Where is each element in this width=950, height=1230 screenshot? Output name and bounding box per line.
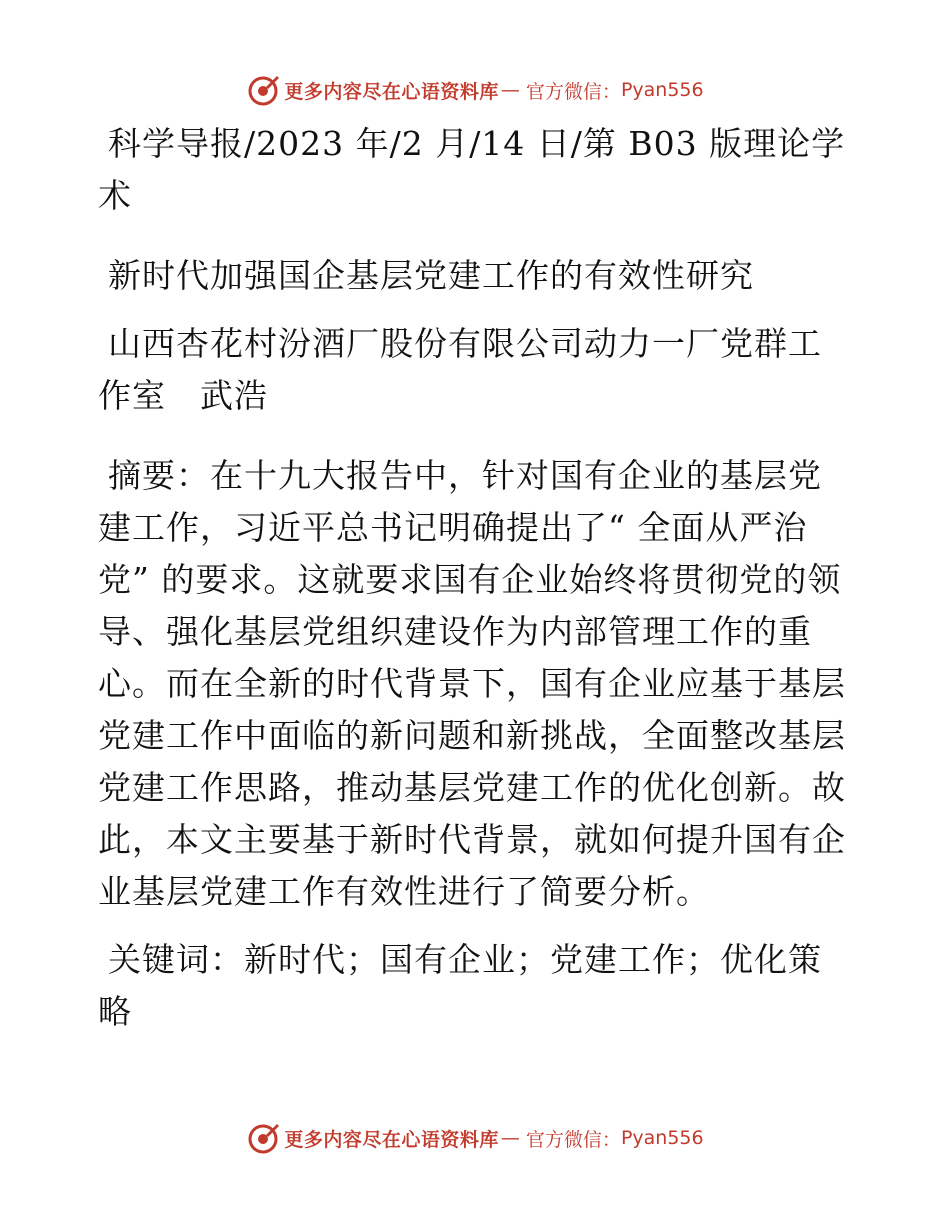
watermark-site-name: 更多内容尽在心语资料库 xyxy=(284,80,499,103)
source-line: 科学导报/2023 年/2 月/14 日/第 B03 版理论学术 xyxy=(98,124,846,215)
keywords: 关键词：新时代；国有企业；党建工作；优化策略 xyxy=(98,940,822,1031)
watermark-wechat-label: 官方微信： xyxy=(525,80,621,103)
watermark-wechat-label: 官方微信： xyxy=(525,1128,621,1151)
pen-circle-icon xyxy=(246,1121,280,1155)
watermark-banner-top xyxy=(0,70,950,110)
author-line: 山西杏花村汾酒厂股份有限公司动力一厂党群工作室 武浩 xyxy=(98,324,822,415)
watermark-wechat-id: Pyan556 xyxy=(620,79,704,101)
document-body xyxy=(98,118,850,1038)
abstract: 摘要：在十九大报告中，针对国有企业的基层党建工作，习近平总书记明确提出了“ 全面从严治党” 的要求。这就要求国有企业始终将贯彻党的领导、强化基层党组织建设作为内部管理工作的重心。而在全新的时代背景下，国有企业应基于基层党建工作中面临的新问题和新挑战，全面整改基层党建工作思路，推动基层党建工作的优化创新。故此，本文主要基于新时代背景，就如何提升国有企业基层党建工作有效性进行了简要分析。 xyxy=(98,456,846,911)
watermark-dash: — xyxy=(500,79,520,101)
watermark-dash: — xyxy=(500,1127,520,1149)
article-title: 新时代加强国企基层党建工作的有效性研究 xyxy=(108,256,754,295)
watermark-banner-bottom xyxy=(0,1118,950,1158)
watermark-wechat-id: Pyan556 xyxy=(620,1127,704,1149)
watermark-site-name: 更多内容尽在心语资料库 xyxy=(284,1128,499,1151)
pen-circle-icon xyxy=(246,73,280,107)
